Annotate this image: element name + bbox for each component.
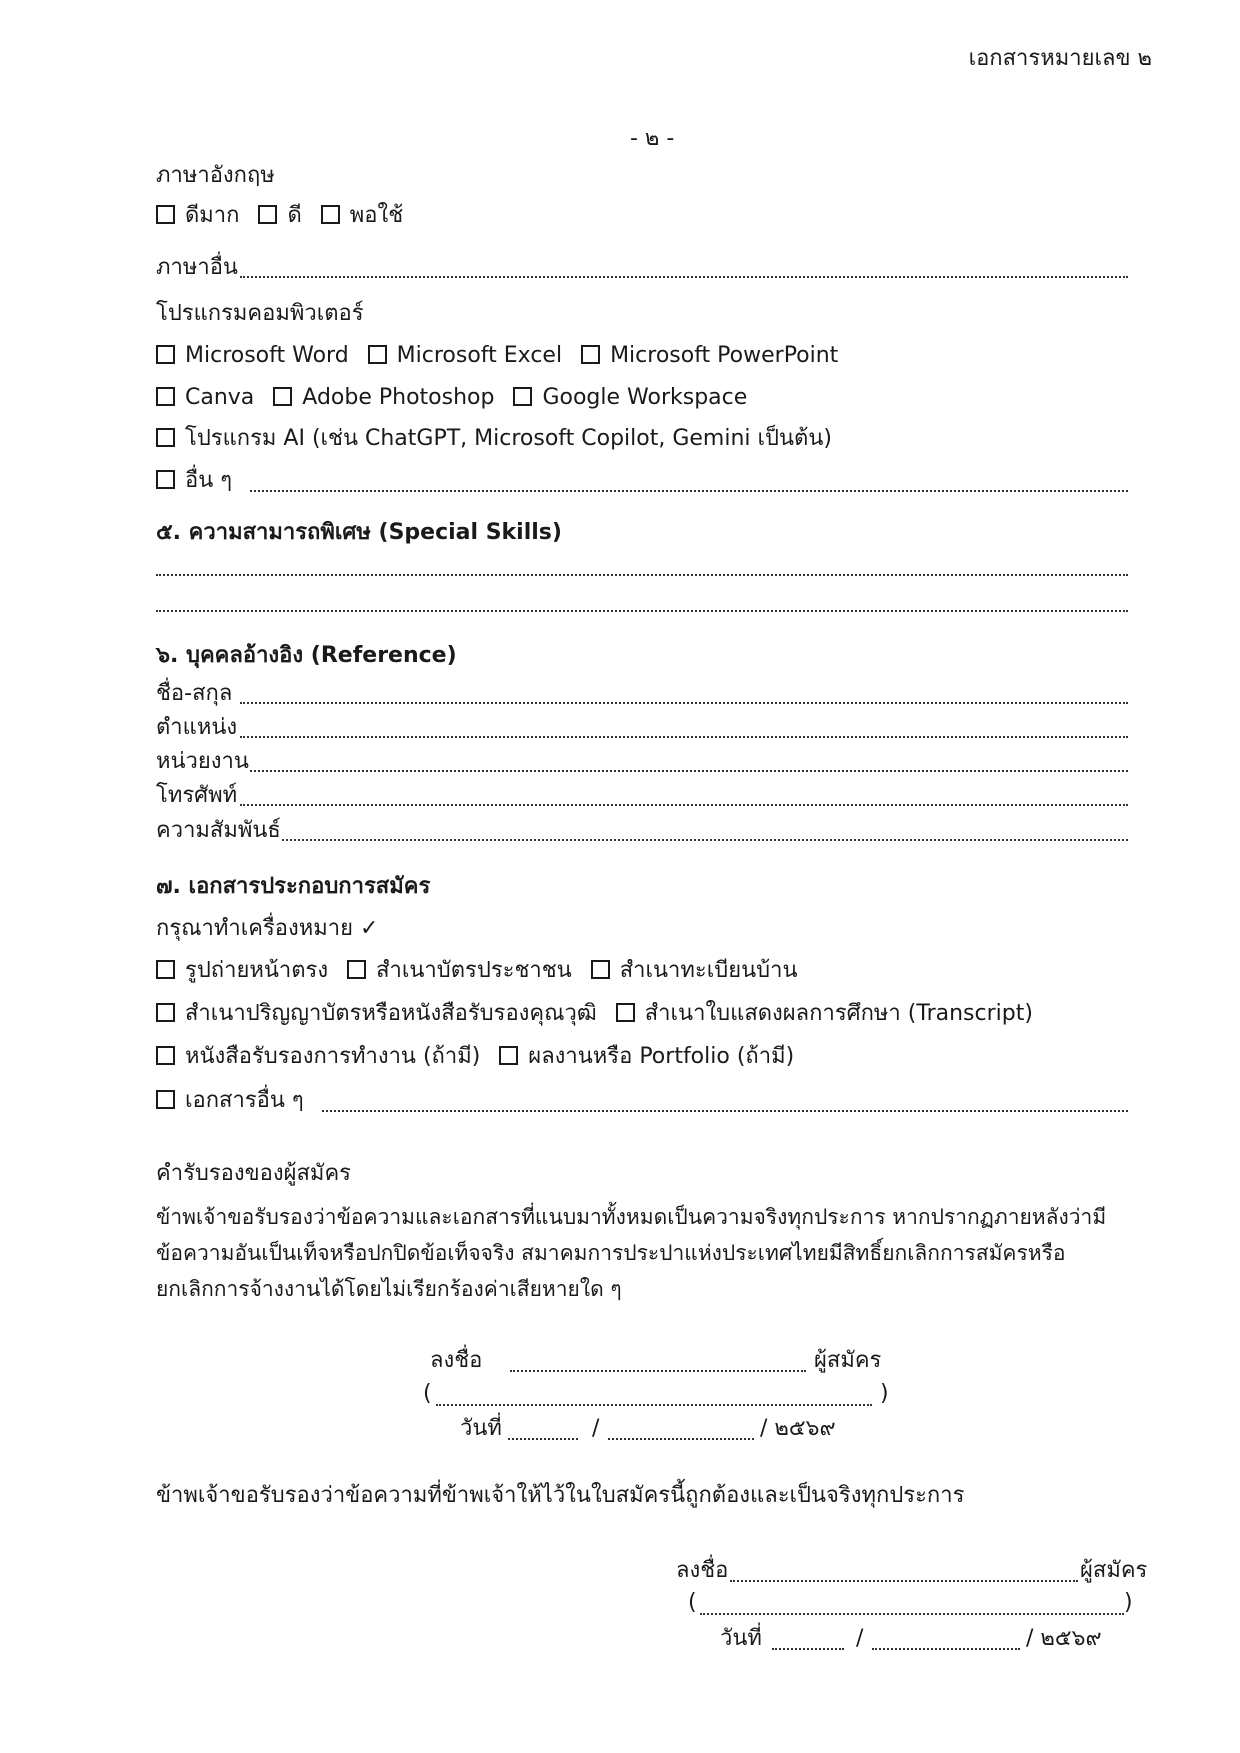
checkbox[interactable] xyxy=(156,960,175,979)
option-label: โปรแกรม AI (เช่น ChatGPT, Microsoft Copilot, Gemini เป็นต้น) xyxy=(185,426,832,451)
option-label: Google Workspace xyxy=(542,385,748,410)
option-ms-powerpoint[interactable] xyxy=(581,345,838,367)
english-label: ภาษาอังกฤษ xyxy=(156,163,275,188)
signature2-day-field[interactable] xyxy=(772,1648,844,1650)
checkbox[interactable] xyxy=(591,960,610,979)
signature1-paren-open: ( xyxy=(423,1381,432,1406)
option-label: สำเนาปริญญาบัตรหรือหนังสือรับรองคุณวุฒิ xyxy=(185,1001,597,1026)
option-label: สำเนาใบแสดงผลการศึกษา (Transcript) xyxy=(644,1001,1033,1026)
checkbox[interactable] xyxy=(156,428,175,447)
other-language-field[interactable] xyxy=(240,276,1128,278)
documents-row-2 xyxy=(156,1003,1045,1025)
english-options xyxy=(156,205,415,227)
checkbox[interactable] xyxy=(581,345,600,364)
option-other-programs[interactable] xyxy=(156,470,232,492)
doc-work-certificate[interactable] xyxy=(156,1046,480,1068)
english-option-fair[interactable] xyxy=(321,205,403,227)
checkbox[interactable] xyxy=(499,1046,518,1065)
option-label: รูปถ่ายหน้าตรง xyxy=(185,958,329,983)
certification-heading: คำรับรองของผู้สมัคร xyxy=(156,1161,351,1186)
reference-name-field[interactable] xyxy=(240,702,1128,704)
reference-organization-field[interactable] xyxy=(250,770,1128,772)
signature1-label: ลงชื่อ xyxy=(430,1348,483,1373)
signature2-label: ลงชื่อ xyxy=(676,1558,729,1583)
doc-degree[interactable] xyxy=(156,1003,597,1025)
signature2-role: ผู้สมัคร xyxy=(1080,1558,1148,1583)
signature2-date-label: วันที่ xyxy=(720,1626,762,1651)
special-skills-line-1[interactable] xyxy=(156,574,1128,576)
english-option-excellent[interactable] xyxy=(156,205,239,227)
reference-organization-label: หน่วยงาน xyxy=(156,749,249,774)
option-label: อื่น ๆ xyxy=(185,468,233,493)
option-canva[interactable] xyxy=(156,387,254,409)
checkbox[interactable] xyxy=(156,345,175,364)
option-label: สำเนาทะเบียนบ้าน xyxy=(619,958,798,983)
signature1-name-field[interactable] xyxy=(436,1404,872,1406)
reference-phone-field[interactable] xyxy=(240,804,1128,806)
signature2-paren-open: ( xyxy=(688,1590,697,1615)
option-label: ดีมาก xyxy=(185,203,240,228)
certification-line-1: ข้าพเจ้าขอรับรองว่าข้อความและเอกสารที่แนบมาทั้งหมดเป็นความจริงทุกประการ หากปรากฏภายหลังว่ามี xyxy=(156,1205,1107,1229)
document-number: เอกสารหมายเลข ๒ xyxy=(968,46,1152,71)
option-label: ผลงานหรือ Portfolio (ถ้ามี) xyxy=(528,1044,795,1069)
special-skills-heading: ๕. ความสามารถพิเศษ (Special Skills) xyxy=(156,520,562,545)
computer-row-2 xyxy=(156,387,759,409)
documents-heading: ๗. เอกสารประกอบการสมัคร xyxy=(156,874,431,899)
special-skills-line-2[interactable] xyxy=(156,610,1128,612)
option-ms-excel[interactable] xyxy=(368,345,562,367)
signature2-slash: / xyxy=(856,1626,864,1651)
doc-other[interactable] xyxy=(156,1090,304,1112)
english-option-good[interactable] xyxy=(258,205,301,227)
signature1-paren-close: ) xyxy=(880,1381,889,1406)
option-photoshop[interactable] xyxy=(273,387,494,409)
reference-position-label: ตำแหน่ง xyxy=(156,715,238,740)
certification-line-3: ยกเลิกการจ้างงานได้โดยไม่เรียกร้องค่าเสียหายใด ๆ xyxy=(156,1277,622,1301)
reference-relationship-field[interactable] xyxy=(282,839,1128,841)
signature2-name-field[interactable] xyxy=(700,1613,1124,1615)
computer-label: โปรแกรมคอมพิวเตอร์ xyxy=(156,301,364,326)
checkbox[interactable] xyxy=(156,1090,175,1109)
reference-heading: ๖. บุคคลอ้างอิง (Reference) xyxy=(156,643,457,668)
checkbox[interactable] xyxy=(368,345,387,364)
signature2-sign-field[interactable] xyxy=(730,1580,1078,1582)
certification-line-2: ข้อความอันเป็นเท็จหรือปกปิดข้อเท็จจริง สมาคมการประปาแห่งประเทศไทยมีสิทธิ์ยกเลิกการสมัครหรือ xyxy=(156,1241,1066,1265)
option-label: Adobe Photoshop xyxy=(302,385,495,410)
option-label: ดี xyxy=(287,203,302,228)
option-label: เอกสารอื่น ๆ xyxy=(185,1088,304,1113)
checkbox[interactable] xyxy=(156,470,175,489)
doc-house-registration[interactable] xyxy=(591,960,798,982)
documents-row-3 xyxy=(156,1046,806,1068)
doc-transcript[interactable] xyxy=(616,1003,1033,1025)
signature1-sign-field[interactable] xyxy=(510,1370,806,1372)
option-ms-word[interactable] xyxy=(156,345,349,367)
signature1-day-field[interactable] xyxy=(508,1438,578,1440)
checkbox[interactable] xyxy=(321,205,340,224)
option-label: หนังสือรับรองการทำงาน (ถ้ามี) xyxy=(185,1044,481,1069)
doc-photo[interactable] xyxy=(156,960,328,982)
checkbox[interactable] xyxy=(616,1003,635,1022)
documents-instruction: กรุณาทำเครื่องหมาย ✓ xyxy=(156,916,379,941)
signature1-year: / ๒๕๖๙ xyxy=(760,1416,836,1441)
reference-relationship-label: ความสัมพันธ์ xyxy=(156,818,281,843)
signature1-month-field[interactable] xyxy=(608,1438,754,1440)
checkbox[interactable] xyxy=(258,205,277,224)
checkbox[interactable] xyxy=(156,205,175,224)
checkbox[interactable] xyxy=(273,387,292,406)
signature1-date-label: วันที่ xyxy=(460,1416,502,1441)
checkbox[interactable] xyxy=(156,1046,175,1065)
checkbox[interactable] xyxy=(156,387,175,406)
other-programs-field[interactable] xyxy=(250,490,1128,492)
other-language-label: ภาษาอื่น xyxy=(156,255,238,280)
signature2-paren-close: ) xyxy=(1124,1590,1133,1615)
signature2-month-field[interactable] xyxy=(872,1648,1020,1650)
option-label: พอใช้ xyxy=(349,203,404,228)
documents-row-other xyxy=(156,1090,316,1112)
signature2-year: / ๒๕๖๙ xyxy=(1026,1626,1102,1651)
option-label: Canva xyxy=(185,385,255,410)
option-google-workspace[interactable] xyxy=(513,387,747,409)
page-number: - ๒ - xyxy=(630,126,675,151)
reference-position-field[interactable] xyxy=(240,736,1128,738)
computer-row-1 xyxy=(156,345,850,367)
checkbox[interactable] xyxy=(347,960,366,979)
reference-phone-label: โทรศัพท์ xyxy=(156,783,238,808)
option-ai-programs[interactable] xyxy=(156,428,832,450)
doc-id-card[interactable] xyxy=(347,960,572,982)
signature1-slash: / xyxy=(592,1416,600,1441)
statement2: ข้าพเจ้าขอรับรองว่าข้อความที่ข้าพเจ้าให้ไว้ในใบสมัครนี้ถูกต้องและเป็นจริงทุกประการ xyxy=(156,1483,965,1508)
computer-row-other xyxy=(156,470,244,492)
signature1-role: ผู้สมัคร xyxy=(814,1348,882,1373)
other-documents-field[interactable] xyxy=(322,1110,1128,1112)
option-label: Microsoft PowerPoint xyxy=(610,343,839,368)
checkbox[interactable] xyxy=(156,1003,175,1022)
documents-row-1 xyxy=(156,960,810,982)
doc-portfolio[interactable] xyxy=(499,1046,794,1068)
option-label: Microsoft Excel xyxy=(396,343,563,368)
option-label: Microsoft Word xyxy=(185,343,349,368)
checkbox[interactable] xyxy=(513,387,532,406)
computer-row-3 xyxy=(156,428,844,450)
reference-name-label: ชื่อ-สกุล xyxy=(156,681,233,706)
option-label: สำเนาบัตรประชาชน xyxy=(376,958,572,983)
